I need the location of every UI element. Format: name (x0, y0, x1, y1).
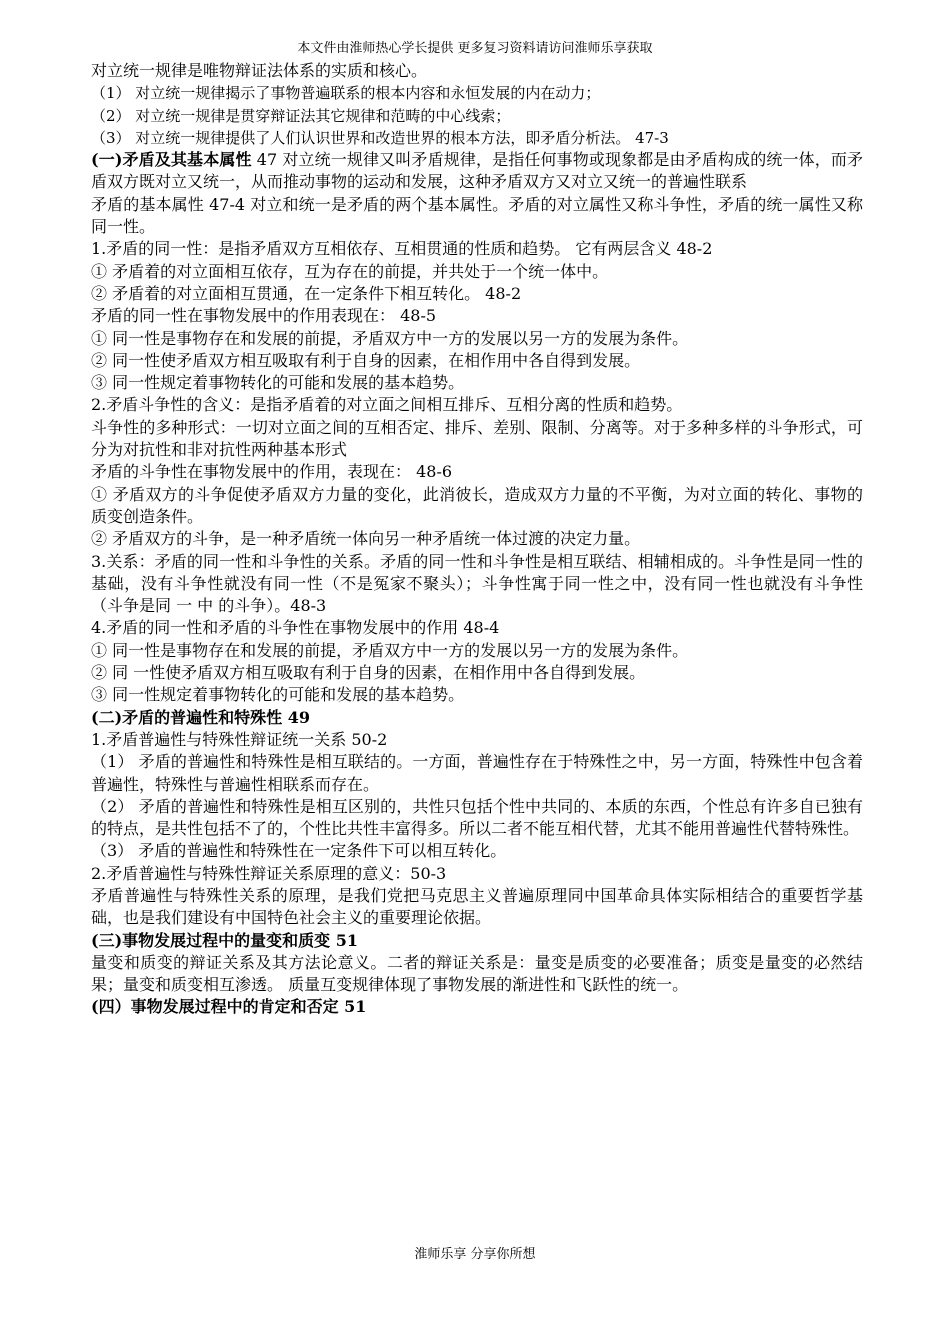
text-line: ③ 同一性规定着事物转化的可能和发展的基本趋势。 (91, 373, 465, 393)
section-text: 47 对立统一规律又叫矛盾规律，是指任何事物或现象都是由矛盾构成的统一体，而矛盾双方既对立又统一，从而推动事物的运动和发展，这种矛盾双方又对立又统一的普遍性联系 (91, 150, 863, 192)
text-line: 量变和质变的辩证关系及其方法论意义。二者的辩证关系是：量变是质变的必要准备；质变是量变的必然结果；量变和质变相互渗透。 质量互变规律体现了事物发展的渐进性和飞跃性的统一。 (91, 952, 863, 995)
section-heading: (四）事物发展过程中的肯定和否定 51 (91, 997, 367, 1017)
page-header: 本文件由淮师热心学长提供 更多复习资料请访问淮师乐享获取 (297, 41, 653, 56)
text-line: （1） 对立统一规律揭示了事物普遍联系的根本内容和永恒发展的内在动力； (91, 84, 601, 103)
text-line: （2） 对立统一规律是贯穿辩证法其它规律和范畴的中心线索； (91, 106, 511, 125)
text-line: ① 矛盾着的对立面相互依存，互为存在的前提，并共处于一个统一体中。 (91, 261, 609, 281)
text-line: 2.矛盾普遍性与特殊性辩证关系原理的意义：50-3 (91, 863, 447, 883)
text-line: 1.矛盾的同一性：是指矛盾双方互相依存、互相贯通的性质和趋势。 它有两层含义 48-2 (91, 239, 713, 259)
text-line: 矛盾的同一性在事物发展中的作用表现在： 48-5 (91, 306, 437, 326)
text-line: ① 同一性是事物存在和发展的前提，矛盾双方中一方的发展以另一方的发展为条件。 (91, 328, 689, 348)
text-line: （3） 对立统一规律提供了人们认识世界和改造世界的根本方法，即矛盾分析法。 47-3 (91, 128, 669, 147)
text-line: ② 同 一性使矛盾双方相互吸取有利于自身的因素，在相作用中各自得到发展。 (91, 663, 646, 683)
text-line: （2） 矛盾的普遍性和特殊性是相互区别的，共性只包括个性中共同的、本质的东西，个性总有许多自已独有的特点，是共性包括不了的，个性比共性丰富得多。所以二者不能互相代替，尤其不能用普遍性代替特殊性。 (91, 796, 863, 839)
section-heading: (二)矛盾的普遍性和特殊性 49 (91, 707, 310, 727)
text-line: （1） 矛盾的普遍性和特殊性是相互联结的。一方面，普遍性存在于特殊性之中，另一方面，特殊性中包含着普遍性，特殊性与普遍性相联系而存在。 (91, 752, 863, 794)
section-heading-paragraph (91, 149, 863, 194)
text-line: 对立统一规律是唯物辩证法体系的实质和核心。 (91, 61, 428, 80)
text-line: 4.矛盾的同一性和矛盾的斗争性在事物发展中的作用 48-4 (91, 618, 500, 638)
text-line: 矛盾的斗争性在事物发展中的作用，表现在： 48-6 (91, 462, 453, 482)
text-line: 2.矛盾斗争性的含义：是指矛盾着的对立面之间相互排斥、互相分离的性质和趋势。 (91, 395, 683, 415)
text-line: （3） 矛盾的普遍性和特殊性在一定条件下可以相互转化。 (91, 841, 507, 861)
section-heading: (三)事物发展过程中的量变和质变 51 (91, 930, 358, 950)
text-line: ① 同一性是事物存在和发展的前提，矛盾双方中一方的发展以另一方的发展为条件。 (91, 640, 689, 660)
text-line: 矛盾普遍性与特殊性关系的原理，是我们党把马克思主义普遍原理同中国革命具体实际相结合的重要哲学基础，也是我们建设有中国特色社会主义的重要理论依据。 (91, 885, 863, 928)
text-line: ② 矛盾双方的斗争，是一种矛盾统一体向另一种矛盾统一体过渡的决定力量。 (91, 529, 641, 549)
text-line: 3.关系：矛盾的同一性和斗争性的关系。矛盾的同一性和斗争性是相互联结、相辅相成的。斗争性是同一性的基础，没有斗争性就没有同一性（不是冤家不聚头）；斗争性寓于同一性之中，没有同一性也就没有斗争性（斗争是同 一 中 的斗争）。48-3 (91, 551, 863, 616)
page-footer: 淮师乐享 分享你所想 (414, 1247, 536, 1262)
section-heading: (一)矛盾及其基本属性 (91, 150, 252, 170)
text-line: ② 矛盾着的对立面相互贯通，在一定条件下相互转化。 48-2 (91, 283, 522, 303)
text-line: 斗争性的多种形式：一切对立面之间的互相否定、排斥、差别、限制、分离等。对于多种多样的斗争形式，可分为对抗性和非对抗性两种基本形式 (91, 417, 863, 460)
text-line: ② 同一性使矛盾双方相互吸取有利于自身的因素，在相作用中各自得到发展。 (91, 350, 641, 370)
text-line: ③ 同一性规定着事物转化的可能和发展的基本趋势。 (91, 685, 465, 705)
text-line: 1.矛盾普遍性与特殊性辩证统一关系 50-2 (91, 729, 388, 749)
text-line: 矛盾的基本属性 47-4 对立和统一是矛盾的两个基本属性。矛盾的对立属性又称斗争性，矛盾的统一属性又称同一性。 (91, 194, 863, 237)
document-body (91, 60, 863, 1019)
text-line: ① 矛盾双方的斗争促使矛盾双方力量的变化，此消彼长，造成双方力量的不平衡，为对立面的转化、事物的质变创造条件。 (91, 484, 863, 526)
